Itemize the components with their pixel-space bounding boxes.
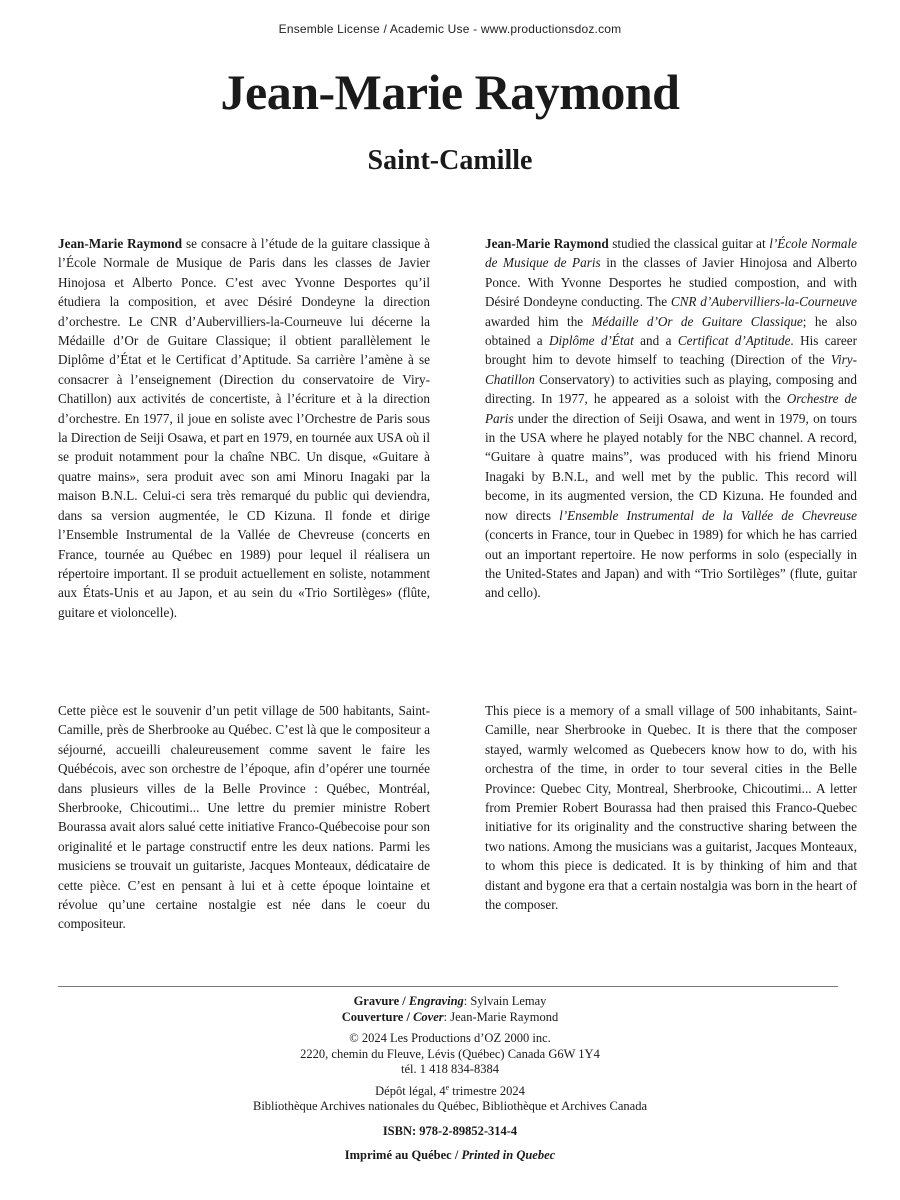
legal-deposit-text: Dépôt légal, 4 <box>375 1083 446 1098</box>
bio-en-italic: Diplôme d’État <box>549 333 634 349</box>
engraving-label-en: Engraving <box>408 994 464 1008</box>
publisher-address: 2220, chemin du Fleuve, Lévis (Québec) Canada G6W 1Y4 <box>300 1046 600 1061</box>
bio-en-italic: l’École Normale de Musique de Paris <box>485 236 858 271</box>
bio-en-text: awarded him the <box>485 313 592 329</box>
cover-label-fr: Couverture / <box>341 1009 414 1024</box>
legal-deposit-sup: e <box>445 1082 450 1092</box>
bio-en-italic: CNR d’Aubervilliers-la-Courneuve <box>670 294 857 310</box>
isbn <box>0 1124 900 1140</box>
piece-note-english <box>485 701 857 914</box>
printed-in <box>0 1148 900 1164</box>
bio-en-text: studied the classical guitar at <box>608 236 770 251</box>
biography-english <box>485 234 857 603</box>
isbn-text: ISBN: 978-2-89852-314-4 <box>382 1123 518 1138</box>
cover-name: : Jean-Marie Raymond <box>443 1009 559 1024</box>
bio-fr-name: Jean-Marie Raymond <box>58 236 183 251</box>
bio-en-text: ; he also obtained a <box>485 313 857 349</box>
copyright: © 2024 Les Productions d’OZ 2000 inc. <box>349 1031 551 1045</box>
engraving-label-fr: Gravure / <box>353 994 409 1008</box>
credits-block <box>0 994 900 1164</box>
biography-french <box>58 234 430 622</box>
engraving-name: : Sylvain Lemay <box>463 994 547 1008</box>
engraving-credit <box>0 994 900 1010</box>
cover-label-en: Cover <box>413 1009 444 1024</box>
bio-en-text: (concerts in France, tour in Quebec in 1989) for which he has carried out an important repertoire. He now performs in solo (especially in the United-States and Japan) and with “Trio Sortilèges” (flute, guitar and cello). <box>485 527 857 601</box>
bio-en-italic: Certificat d’Aptitude <box>677 333 791 349</box>
legal-deposit-text: trimestre 2024 <box>449 1083 525 1098</box>
library-archives: Bibliothèque Archives nationales du Québec, Bibliothèque et Archives Canada <box>253 1099 647 1113</box>
bio-en-italic: Médaille d’Or de Guitare Classique <box>591 313 803 329</box>
publisher-phone: tél. 1 418 834-8384 <box>401 1062 499 1076</box>
piece-title: Saint-Camille <box>367 145 533 176</box>
cover-credit <box>0 1010 900 1026</box>
legal-deposit <box>0 1084 900 1100</box>
story-fr-text: Cette pièce est le souvenir d’un petit village de 500 habitants, Saint-Camille, près de Sherbrooke au Québec. C’est là que le compositeur a séjourné, accueilli chaleureusement comme savent le faire les Québécois, avec son orchestre de l’époque, afin d’opérer une tournée dans plusieurs villes de la Belle Province : Québec, Montréal, Sherbrooke, Chicoutimi... Une lettre du premier ministre Robert Bourassa avait alors salué cette initiative Franco-Québecoise pour son originalité et le partage constructif entre les deux nations. Parmi les musiciens se trouvait un guitariste, Jacques Monteaux, dédicataire de cette pièce. C’est en pensant à lui et à cette époque lointaine et révolue qu’une certaine nostalgie est née dans le coeur du compositeur. <box>58 703 430 932</box>
bio-fr-text: se consacre à l’étude de la guitare classique à l’École Normale de Musique de Paris dans les classes de Javier Hinojosa et Alberto Ponce. C’est avec Yvonne Desportes qu’il étudiera la composition, et avec Désiré Dondeyne la direction d’orchestre. Le CNR d’Aubervilliers-la-Courneuve lui décerne la Médaille d’Or de Guitare Classique; il obtient parallèlement le Diplôme d’État et le Certificat d’Aptitude. Sa carrière l’amène à se consacrer à l’enseignement (Direction du conservatoire de Viry-Chatillon) aux activités de concertiste, à l’écriture et à la direction d’orchestre. En 1977, il joue en soliste avec l’Orchestre de Paris sous la Direction de Seiji Osawa, et part en 1979, en tournée aux USA où il se produit notamment pour la chaîne NBC. Un disque, «Guitare à quatre mains», sera produit avec son ami Minoru Inagaki par la maison B.N.L. Celui-ci sera très remarqué du public qui deviendra, dans sa version augmentée, le CD Kizuna. Il fonde et dirige l’Ensemble Instrumental de la Vallée de Chevreuse (concerts en France, tournée au Québec en 1989) pour lequel il réalisera un répertoire important. Il se produit actuellement en soliste, notamment aux États-Unis et au Japon, et au sein du «Trio Sortilèges» (flûte, guitare et violoncelle). <box>58 236 430 620</box>
bio-en-text: in the classes of Javier Hinojosa and Alberto Ponce. With Yvonne Desportes he studied compostion, and with Désiré Dondeyne conducting. The <box>485 255 857 310</box>
bio-en-name: Jean-Marie Raymond <box>485 236 609 251</box>
license-header: Ensemble License / Academic Use - www.productionsdoz.com <box>278 22 622 36</box>
story-en-text: This piece is a memory of a small village of 500 inhabitants, Saint-Camille, near Sherbrooke in Quebec. It is there that the composer stayed, warmly welcomed as Quebecers know how to do, with his orchestra of the time, in order to tour several cities in the Belle Province: Quebec City, Montreal, Sherbrooke, Chicoutimi... A letter from Premier Robert Bourassa had then praised this Franco-Quebec initiative for its originality and the constructive sharing between the two nations. Among the musicians was a guitarist, Jacques Monteaux, to whom this piece is dedicated. It is by thinking of him and that distant and bygone era that a certain nostalgia was born in the heart of the composer. <box>485 703 857 913</box>
bio-en-italic: l’Ensemble Instrumental de la Vallée de Chevreuse <box>559 507 857 523</box>
printed-in-fr: Imprimé au Québec / <box>344 1148 462 1162</box>
composer-name: Jean-Marie Raymond <box>220 64 680 120</box>
bio-en-text: and a <box>633 333 678 349</box>
bio-en-italic: Viry-Chatillon <box>485 352 857 387</box>
divider <box>58 986 838 987</box>
piece-note-french <box>58 701 430 934</box>
printed-in-en: Printed in Quebec <box>461 1148 556 1162</box>
bio-en-text: Conservatory) to activities such as playing, composing and directing. In 1977, he appeared as a soloist with the <box>485 371 857 407</box>
bio-en-italic: Orchestre de Paris <box>485 391 857 426</box>
bio-en-text: . His career brought him to devote himself to teaching (Direction of the <box>485 333 857 368</box>
bio-en-text: under the direction of Seiji Osawa, and went in 1979, on tours in the USA where he played notably for the NBC channel. A record, “Guitare à quatre mains”, was produced with his friend Minoru Inagaki by B.N.L, and well met by the public. This record will become, in its augmented version, the CD Kizuna. He founded and now directs <box>485 410 857 523</box>
